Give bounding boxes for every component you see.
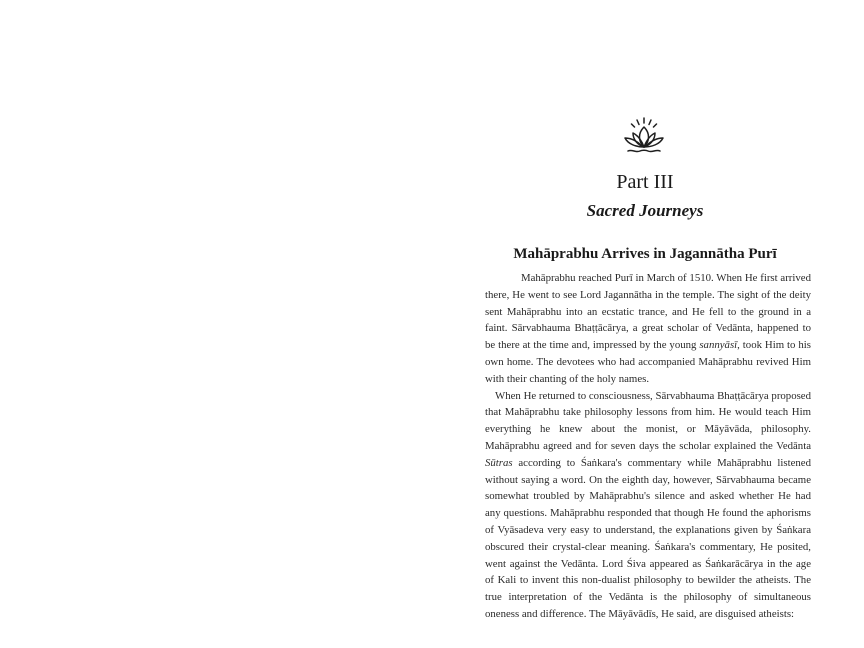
chapter-title: Mahāprabhu Arrives in Jagannātha Purī [513, 246, 777, 262]
italic-term: sannyāsī [699, 339, 738, 352]
part-subtitle: Sacred Journeys [586, 201, 704, 220]
lotus-sun-icon [622, 116, 666, 156]
paragraph-2: When He returned to consciousness, Sārvabhauma Bhaṭṭācārya proposed that Mahāprabhu take philosophy lessons from him. He would teach Him everything he knew about the monist, or Māyāvāda, philosophy. Mahāprabhu agreed and for seven days the scholar explained the Vedānta Sūtras according to Śaṅkara's commentary while Mahāprabhu listened without saying a word. On the eighth day, however, Sārvabhauma became somewhat troubled by Mahāprabhu's silence and asked whether He had any questions. Mahāprabhu responded that though He found the aphorisms of Vyāsadeva very easy to understand, the explanations given by Śaṅkara obscured their crystal-clear meaning. Śaṅkara's commentary, He posited, went against the Vedānta. Lord Śiva appeared as Śaṅkarācārya in the age of Kali to invent this non-dualist philosophy to bewilder the atheists. The true interpretation of the Vedānta is the philosophy of simultaneous oneness and difference. The Māyāvādīs, He said, are disguised atheists: [485, 389, 811, 620]
italic-term: Sūtras [485, 456, 513, 469]
body-text [485, 270, 811, 623]
part-title: Part III [616, 171, 674, 193]
paragraph-1: Mahāprabhu reached Purī in March of 1510. When He first arrived there, He went to see Lord Jagannātha in the temple. The sight of the deity sent Mahāprabhu into an ecstatic trance, and He fell to the ground in a faint. Sārvabhauma Bhaṭṭācārya, a great scholar of Vedānta, happened to be there at the time and, impressed by the young sannyāsī, took Him to his own home. The devotees who had accompanied Mahāprabhu revived Him with their chanting of the holy names. [485, 272, 811, 385]
